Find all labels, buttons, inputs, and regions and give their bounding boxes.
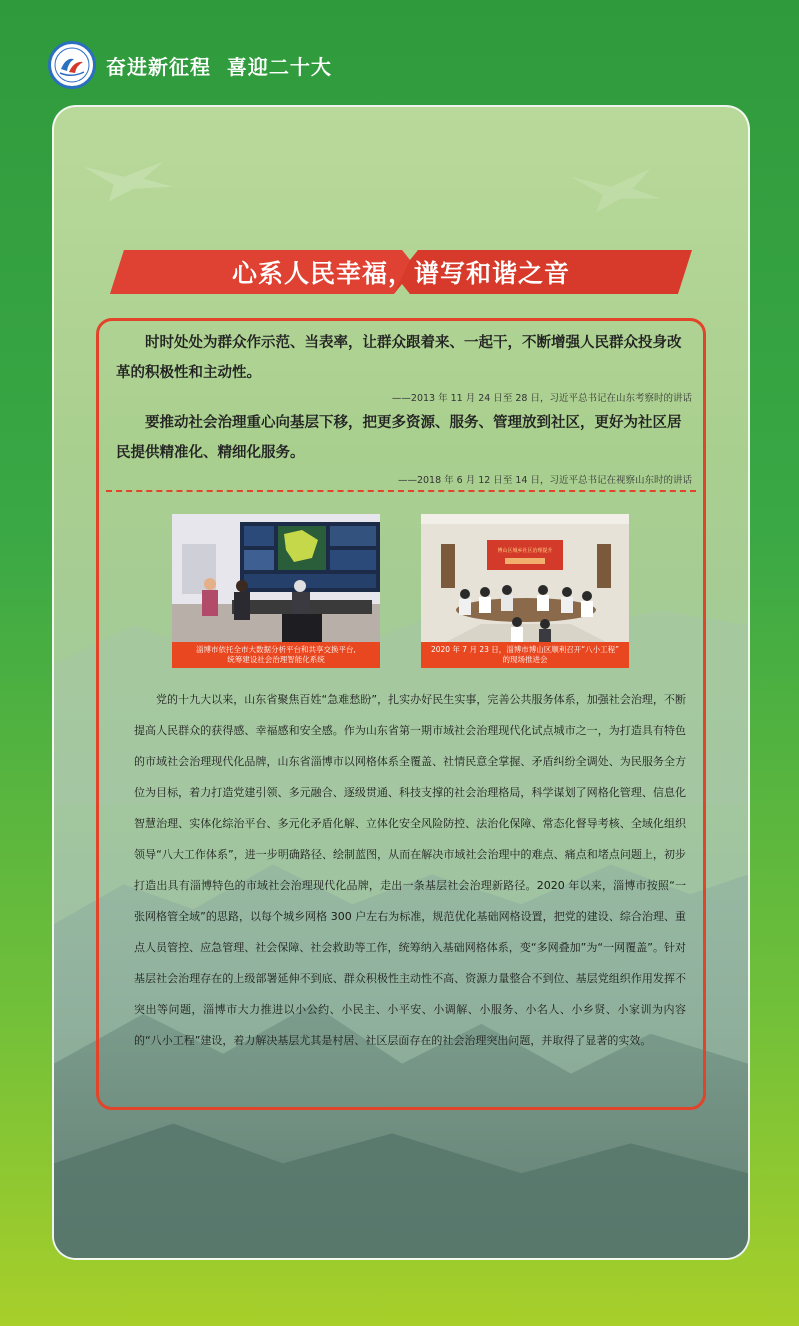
dashed-divider <box>106 490 696 492</box>
photo-2-caption-line1: 2020 年 7 月 23 日，淄博市博山区顺利召开“八小工程” <box>430 645 620 654</box>
quote-2-source: ——2018 年 6 月 12 日至 14 日，习近平总书记在视察山东时的讲话 <box>397 475 692 486</box>
body-paragraph: 党的十九大以来，山东省聚焦百姓“急难愁盼”，扎实办好民生实事，完善公共服务体系，加强社会治理，不断提高人民群众的获得感、幸福感和安全感。作为山东省第一期市域社会治理现代化试点城市之一，为打造具有特色的市域社会治理现代化品牌，山东省淄博市以网格体系全覆盖、社情民意全掌握、矛盾纠纷全调处、为民服务全方位为目标，着力打造党建引领、多元融合、逐级贯通、科技支撑的社会治理格局，科学谋划了网格化管理、信息化智慧治理、实体化综治平台、多元化矛盾化解、立体化安全风险防控、法治化保障、常态化督导考核、全域化组织领导“八大工作体系”，进一步明确路径、绘制蓝图，从而在解决市域社会治理中的难点、痛点和堵点问题上，初步打造出具有淄博特色的市域社会治理现代化品牌，走出一条基层社会治理新路径。2020 年以来，淄博市按照“一张网格管全域”的思路，以每个城乡网格 300 户左右为标准，规范优化基础网格设置，把党的建设、综合治理、重点人员管控、应急管理、社会保障、社会救助等工作，统筹纳入基础网格体系，变“多网叠加”为“一网覆盖”。针对基层社会治理存在的上级部署延伸不到底、群众积极性主动性不高、资源力量整合不到位、基层党组织作用发挥不突出等问题，淄博市大力推进以小公约、小民主、小平安、小调解、小服务、小名人、小乡贤、小家训为内容的“八小工程”建设，着力解决基层尤其是村居、社区层面存在的社会治理突出问题，并取得了显著的实效。 <box>134 693 686 1047</box>
banner-title: 心系人民幸福，谱写和谐之音 <box>231 259 570 288</box>
logo <box>48 41 96 89</box>
photo-control-room-image <box>172 514 380 642</box>
photo-2-caption <box>421 642 629 668</box>
logo-emblem-icon <box>52 45 92 85</box>
photo-meeting-image <box>421 514 629 642</box>
quote-1-text: 时时处处为群众作示范、当表率，让群众跟着来、一起干，不断增强人民群众投身改革的积极性和主动性。 <box>116 335 682 381</box>
quote-1-source: ——2013 年 11 月 24 日至 28 日，习近平总书记在山东考察时的讲话 <box>391 393 692 404</box>
quote-2-text: 要推动社会治理重心向基层下移，把更多资源、服务、管理放到社区，更好为社区居民提供精准化、精细化服务。 <box>116 415 682 461</box>
header-title: 奋进新征程 喜迎二十大 <box>106 54 332 79</box>
photo-control-room <box>172 514 380 642</box>
photo-2-caption-line2: 的现场推进会 <box>502 655 548 664</box>
meeting-banner-text: 博山区城乡社区治理提升 <box>497 548 553 554</box>
section-banner <box>110 248 692 296</box>
photo-1-caption-line2: 统筹建设社会治理智能化系统 <box>227 655 325 664</box>
page-header <box>48 40 332 90</box>
photo-meeting <box>421 514 629 642</box>
photo-1-caption <box>172 642 380 668</box>
photo-1-caption-line1: 淄博市依托全市大数据分析平台和共享交换平台, <box>196 645 356 654</box>
